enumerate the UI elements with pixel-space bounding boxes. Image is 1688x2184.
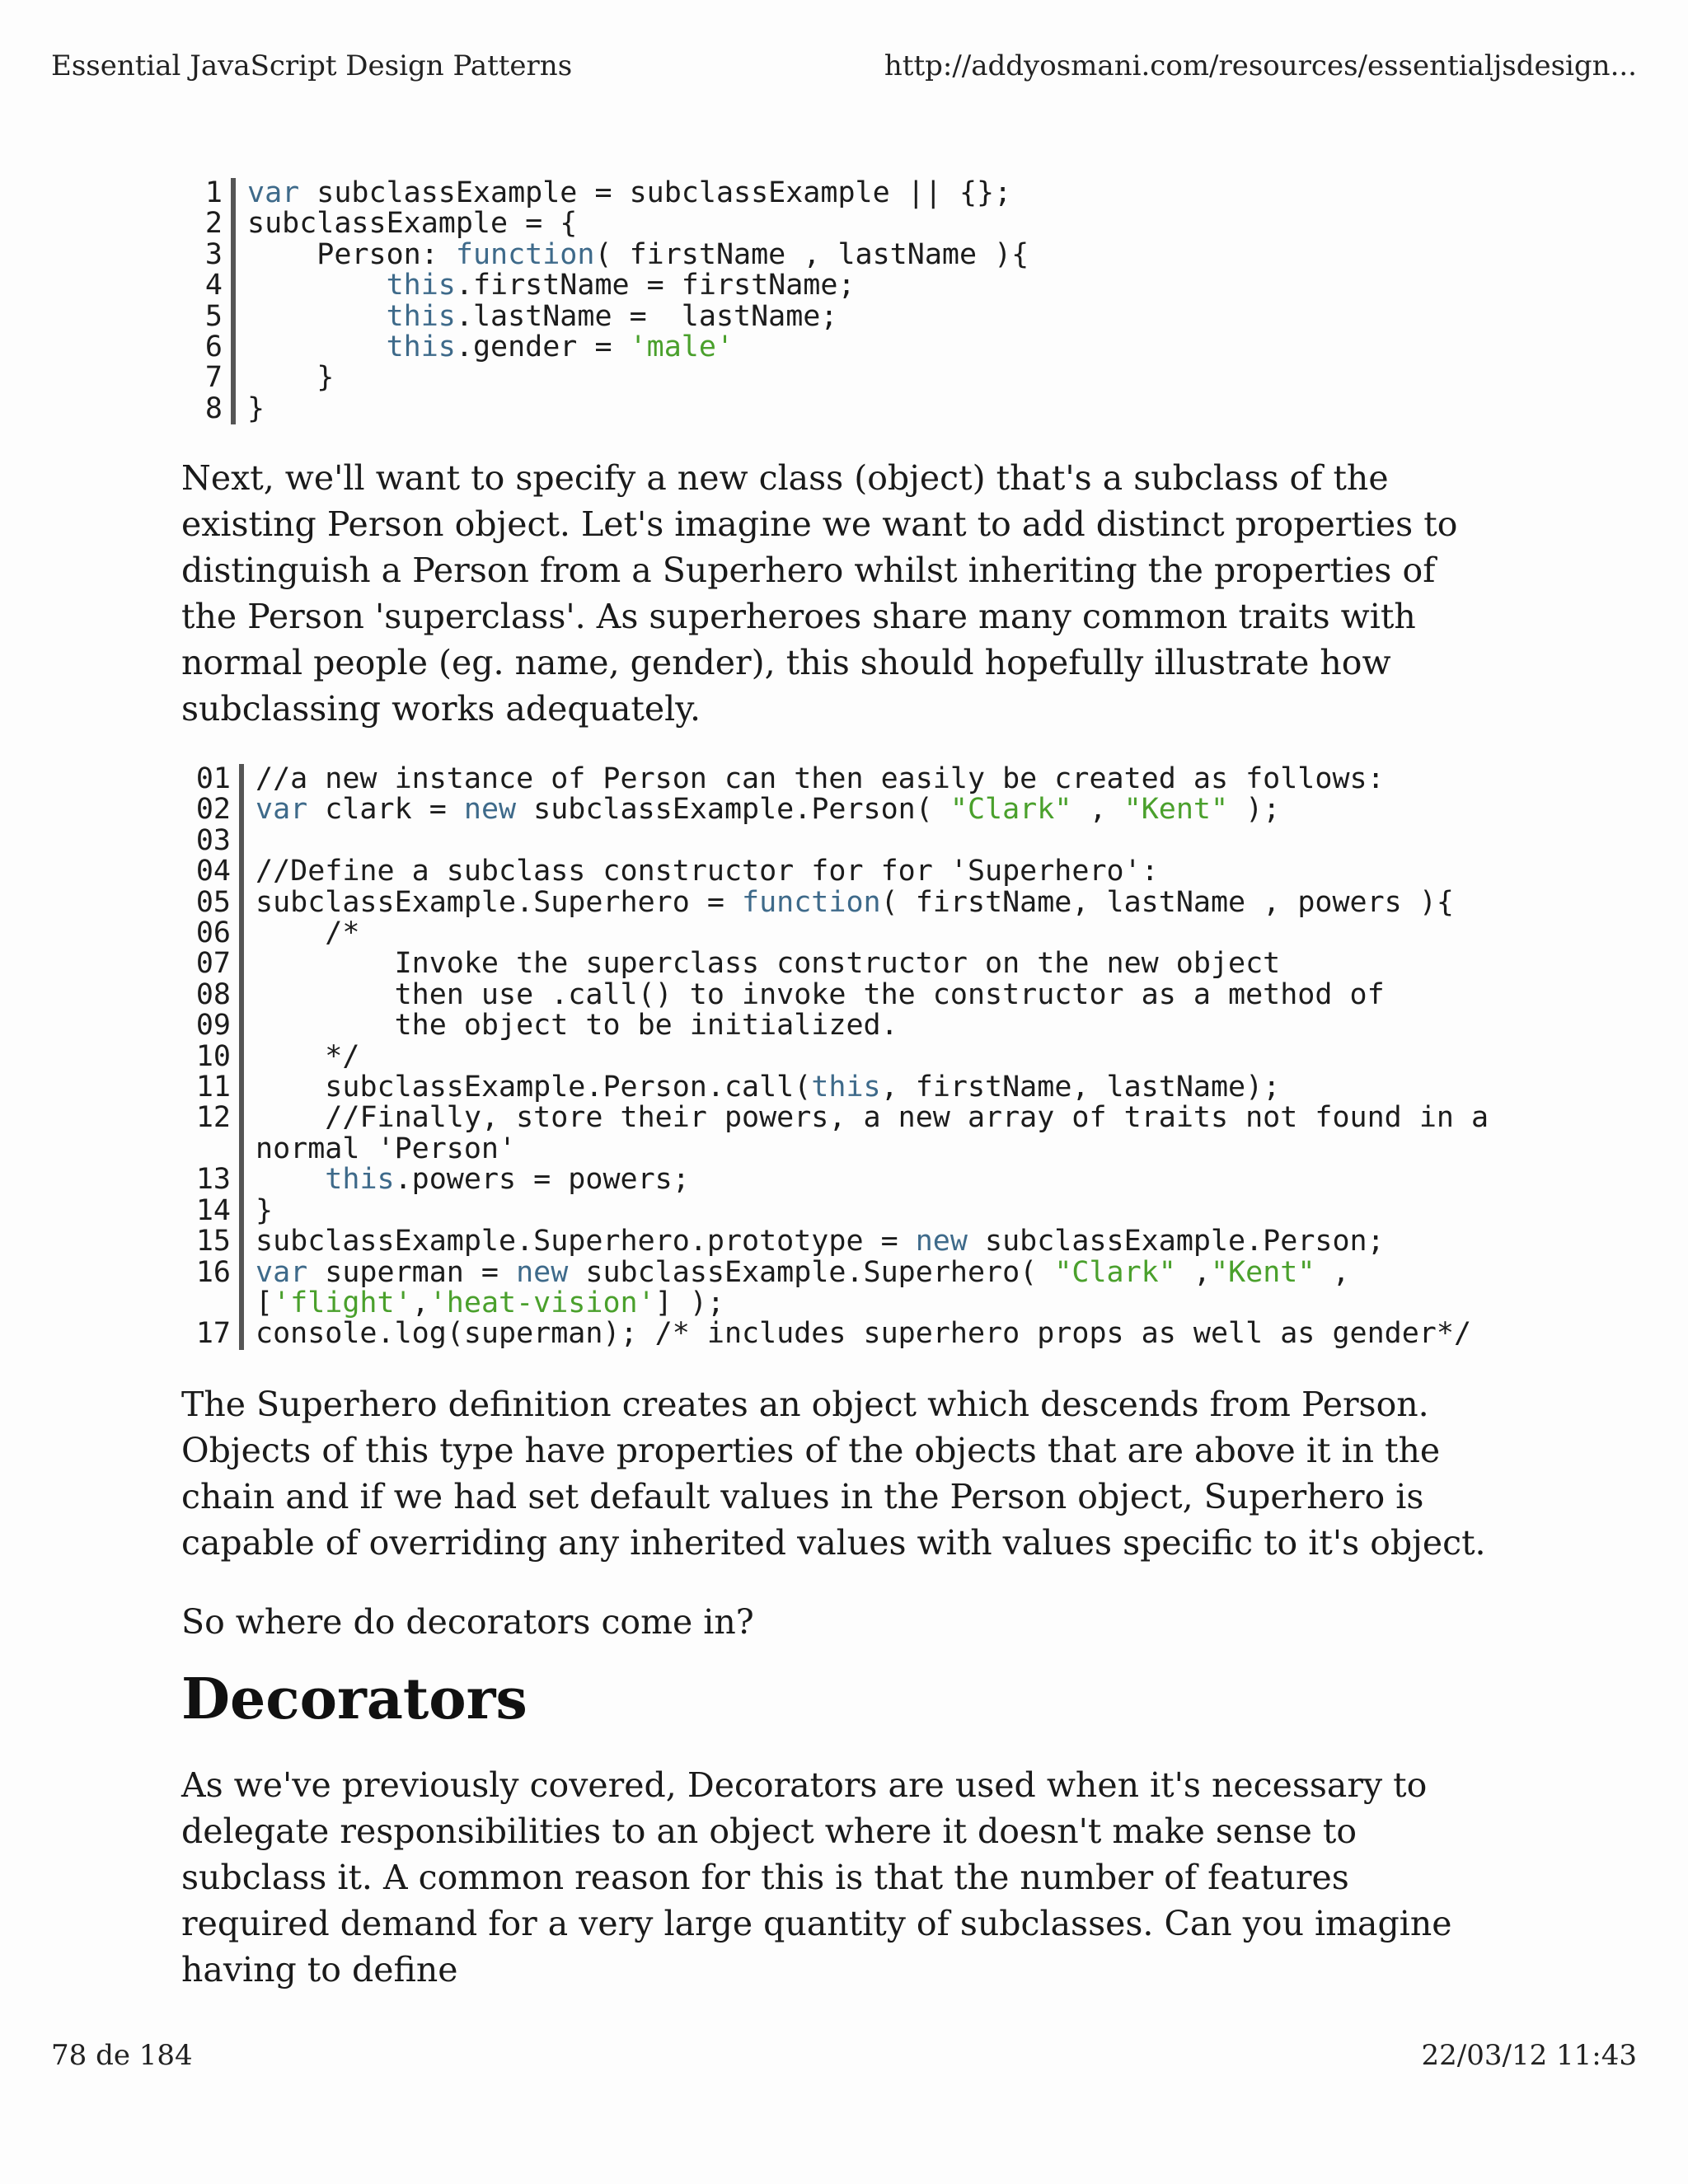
line-number: 11: [181, 1072, 244, 1103]
code-keyword: this: [386, 299, 456, 333]
code-text: [256, 1103, 1508, 1165]
code-text: [256, 885, 1508, 919]
code-keyword: function: [742, 885, 881, 919]
code-text: [256, 764, 1508, 794]
code-line: [181, 363, 1500, 393]
code-token: .firstName = firstName;: [455, 269, 856, 302]
code-token: }: [256, 1193, 274, 1227]
code-token: , [: [256, 1255, 1367, 1319]
paragraph-superhero-definition: The Superhero definition creates an object which descends from Person. Objects of this type have properties of the objects that are above it in the chain and if we had set default values in the Person object, Superhero is capable of overriding any inherited values with values specific to it's object.: [181, 1385, 1486, 1563]
code-line: [181, 918, 1508, 949]
code-line: [181, 1010, 1508, 1041]
line-number: 15: [181, 1226, 244, 1257]
code-token: clark =: [307, 793, 464, 827]
code-text: [247, 391, 1500, 425]
line-number: 03: [181, 826, 244, 856]
code-line: [181, 823, 1508, 857]
code-line: [181, 1319, 1508, 1349]
code-text: [256, 1039, 1508, 1073]
code-token: ] );: [654, 1286, 724, 1319]
code-token: subclassExample.Superhero =: [256, 885, 743, 919]
paragraph-decorators-intro: As we've previously covered, Decorators are used when it's necessary to delegate responsibilities to an object where it doesn't make sense to subclass it. A common reason for this is that the number of features required demand for a very large quantity of subclasses. Can you imagine having to define: [181, 1765, 1452, 1990]
code-line: [181, 209, 1500, 239]
code-line: [181, 764, 1508, 794]
source-url[interactable]: http://addyosmani.com/resources/essentialjsdesign...: [884, 49, 1637, 82]
code-token: [256, 824, 273, 857]
code-line: [181, 977, 1508, 1011]
code-token: .gender =: [455, 330, 630, 364]
code-token: console.log(superman); /* includes superhero props as well as gender*/: [256, 1317, 1472, 1351]
code-token: ,: [411, 1286, 429, 1319]
code-token: Person:: [247, 237, 456, 271]
code-token: [247, 300, 387, 333]
code-text: [247, 270, 1500, 301]
line-number: 05: [181, 888, 244, 918]
line-number: 08: [181, 980, 244, 1010]
code-token: //a new instance of Person can then easily be created as follows:: [256, 762, 1385, 795]
code-token: subclassExample.Person(: [516, 793, 950, 827]
line-number: 02: [181, 794, 244, 825]
code-text: [256, 856, 1508, 887]
code-line: [181, 1226, 1508, 1257]
code-token: ,: [1175, 1255, 1211, 1289]
line-number: 01: [181, 764, 244, 794]
line-number: 10: [181, 1042, 244, 1072]
code-line: [181, 856, 1508, 887]
code-keyword: function: [455, 237, 595, 271]
code-text: [256, 1226, 1508, 1257]
line-number: 07: [181, 949, 244, 979]
code-line: [181, 949, 1508, 979]
code-line: [181, 391, 1500, 425]
code-text: [256, 949, 1508, 979]
code-keyword: var: [256, 793, 308, 827]
code-line: [181, 299, 1500, 333]
line-number: 3: [181, 240, 236, 270]
code-token: ,: [1071, 793, 1124, 827]
code-text: [247, 178, 1500, 209]
line-number: 1: [181, 178, 236, 209]
code-block-person: [181, 178, 1500, 424]
code-string: "Kent": [1211, 1255, 1315, 1289]
code-text: [256, 1072, 1508, 1103]
code-text: [256, 1255, 1508, 1319]
paragraph-decorators-question: So where do decorators come in?: [181, 1602, 754, 1642]
page-number: 78 de 184: [51, 2039, 193, 2072]
line-number: 16: [181, 1258, 244, 1319]
code-keyword: new: [516, 1255, 569, 1289]
line-number: 14: [181, 1196, 244, 1226]
code-string: 'male': [629, 330, 734, 364]
code-keyword: new: [463, 793, 517, 827]
code-text: [247, 299, 1500, 333]
code-token: subclassExample.Superhero(: [568, 1255, 1055, 1289]
code-line: [181, 1103, 1508, 1165]
code-token: subclassExample.Person.call(: [256, 1071, 812, 1104]
line-number: 04: [181, 856, 244, 887]
section-heading-decorators: Decorators: [181, 1666, 528, 1732]
code-keyword: this: [811, 1071, 881, 1104]
code-keyword: new: [915, 1225, 968, 1258]
code-text: [256, 1193, 1508, 1227]
code-line: [181, 1165, 1508, 1195]
code-token: , firstName, lastName);: [880, 1071, 1281, 1104]
code-token: superman =: [307, 1255, 517, 1289]
line-number: 7: [181, 363, 236, 393]
line-number: 6: [181, 332, 236, 363]
code-token: ( firstName, lastName , powers ){: [880, 885, 1454, 919]
code-token: subclassExample = subclassExample || {};: [299, 176, 1012, 209]
code-line: [181, 1039, 1508, 1073]
code-line: [181, 332, 1500, 363]
line-number: 12: [181, 1103, 244, 1165]
line-number: 5: [181, 302, 236, 332]
code-text: [256, 794, 1508, 825]
code-text: [256, 1165, 1508, 1195]
code-token: ( firstName , lastName ){: [594, 237, 1029, 271]
page-header: [51, 49, 1637, 82]
line-number: 06: [181, 918, 244, 949]
page-footer: [51, 2039, 1637, 2072]
code-keyword: this: [325, 1163, 395, 1197]
code-line: [181, 1072, 1508, 1103]
line-number: 17: [181, 1319, 244, 1349]
code-token: [247, 330, 387, 363]
document-title: Essential JavaScript Design Patterns: [51, 49, 573, 82]
code-token: subclassExample = {: [247, 207, 578, 241]
code-token: the object to be initialized.: [256, 1009, 898, 1043]
line-number: 13: [181, 1165, 244, 1195]
line-number: 8: [181, 394, 236, 424]
code-line: [181, 885, 1508, 919]
code-text: [256, 826, 1508, 856]
code-text: [256, 918, 1508, 949]
code-string: "Clark": [1054, 1255, 1176, 1289]
code-string: "Clark": [950, 793, 1072, 827]
code-keyword: this: [386, 330, 456, 364]
code-block-superhero: [181, 764, 1508, 1350]
line-number: 09: [181, 1010, 244, 1041]
code-keyword: var: [256, 1255, 308, 1289]
code-string: 'heat-vision': [429, 1286, 655, 1319]
code-text: [247, 363, 1500, 393]
line-number: 2: [181, 209, 236, 239]
code-token: Invoke the superclass constructor on the new object: [256, 947, 1281, 981]
code-token: }: [247, 361, 335, 395]
code-token: //Define a subclass constructor for for 'Superhero':: [256, 855, 1159, 888]
code-text: [247, 209, 1500, 239]
code-line: [181, 1255, 1508, 1319]
code-text: [247, 332, 1500, 363]
code-line: [181, 1193, 1508, 1227]
code-token: [247, 269, 387, 302]
code-token: .lastName = lastName;: [455, 299, 838, 333]
code-token: }: [247, 391, 265, 425]
code-text: [256, 977, 1508, 1011]
code-line: [181, 270, 1500, 301]
code-token: [256, 1163, 325, 1196]
code-keyword: var: [247, 176, 300, 209]
code-keyword: this: [386, 269, 456, 302]
code-token: */: [256, 1039, 360, 1073]
paragraph-subclass-intro: Next, we'll want to specify a new class (object) that's a subclass of the existing Person object. Let's imagine we want to add distinct properties to distinguish a Person from a Superhero whilst inheriting the properties of the Person 'superclass'. As superheroes share many common traits with normal people (eg. name, gender), this should hopefully illustrate how subclassing works adequately.: [181, 458, 1458, 729]
code-token: then use .call() to invoke the constructor as a method of: [256, 977, 1385, 1011]
code-token: );: [1228, 793, 1281, 827]
code-token: subclassExample.Superhero.prototype =: [256, 1225, 916, 1258]
code-token: subclassExample.Person;: [967, 1225, 1385, 1258]
code-token: .powers = powers;: [394, 1163, 690, 1197]
line-number: 4: [181, 270, 236, 301]
code-string: "Kent": [1123, 793, 1229, 827]
code-line: [181, 237, 1500, 271]
code-text: [247, 237, 1500, 271]
code-line: [181, 178, 1500, 209]
code-text: [256, 1319, 1508, 1349]
code-token: //Finally, store their powers, a new array of traits not found in a normal 'Person': [256, 1101, 1507, 1165]
print-datetime: 22/03/12 11:43: [1421, 2039, 1637, 2072]
code-text: [256, 1010, 1508, 1041]
code-token: /*: [256, 916, 360, 950]
code-string: 'flight': [273, 1286, 412, 1319]
code-line: [181, 794, 1508, 825]
